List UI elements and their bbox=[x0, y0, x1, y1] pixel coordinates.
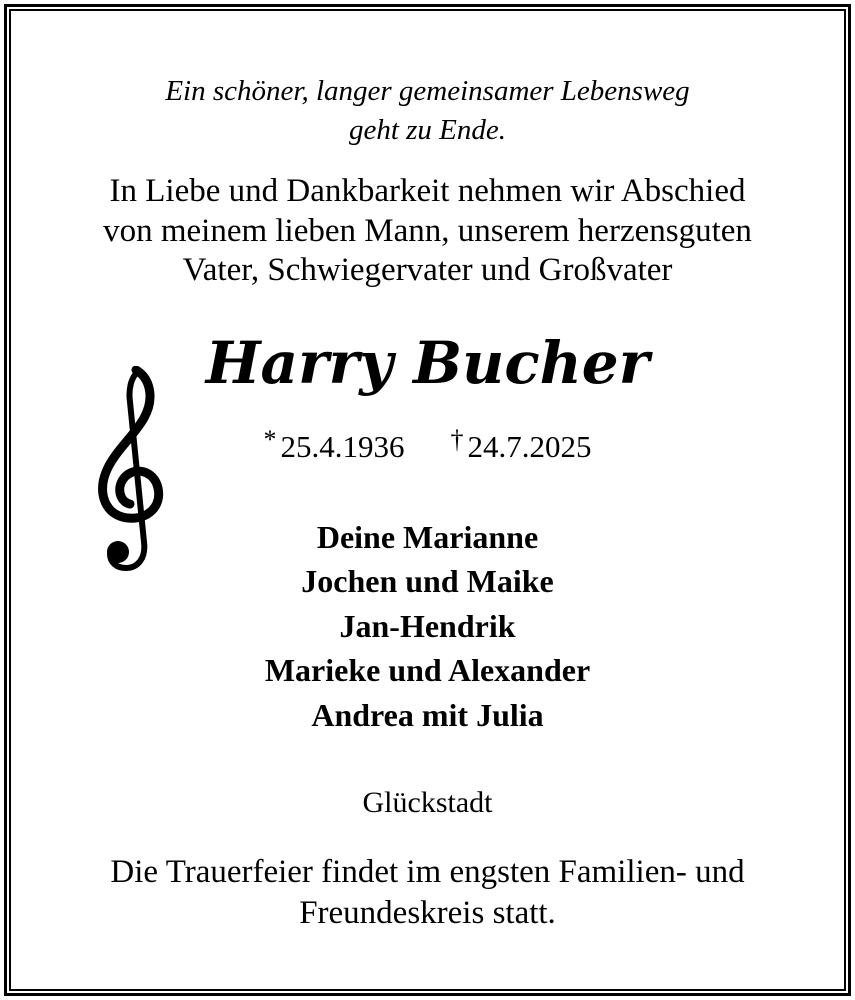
deceased-name: Harry Bucher bbox=[205, 329, 650, 397]
birth-symbol: * bbox=[263, 425, 277, 454]
closing-line-2: Freundeskreis statt. bbox=[299, 895, 556, 931]
closing-line-1: Die Trauerfeier findet im engsten Familien- und bbox=[110, 854, 745, 890]
intro-line-1: Ein schöner, langer gemeinsamer Lebensweg bbox=[165, 75, 690, 107]
mourner-5: Andrea mit Julia bbox=[311, 697, 544, 733]
mourner-2: Jochen und Maike bbox=[301, 563, 554, 599]
farewell-line-3: Vater, Schwiegervater und Großvater bbox=[182, 252, 673, 288]
death-symbol: † bbox=[450, 425, 464, 454]
place-name: Glückstadt bbox=[362, 786, 493, 819]
birth-date: 25.4.1936 bbox=[280, 429, 405, 464]
mourner-1: Deine Marianne bbox=[316, 519, 539, 555]
intro-line-2: geht zu Ende. bbox=[348, 114, 507, 146]
mourner-3: Jan-Hendrik bbox=[339, 608, 516, 644]
death-date: 24.7.2025 bbox=[467, 429, 592, 464]
farewell-line-2: von meinem lieben Mann, unserem herzensguten bbox=[103, 213, 752, 249]
mourner-4: Marieke und Alexander bbox=[264, 652, 591, 688]
farewell-line-1: In Liebe und Dankbarkeit nehmen wir Abschied bbox=[109, 173, 746, 209]
